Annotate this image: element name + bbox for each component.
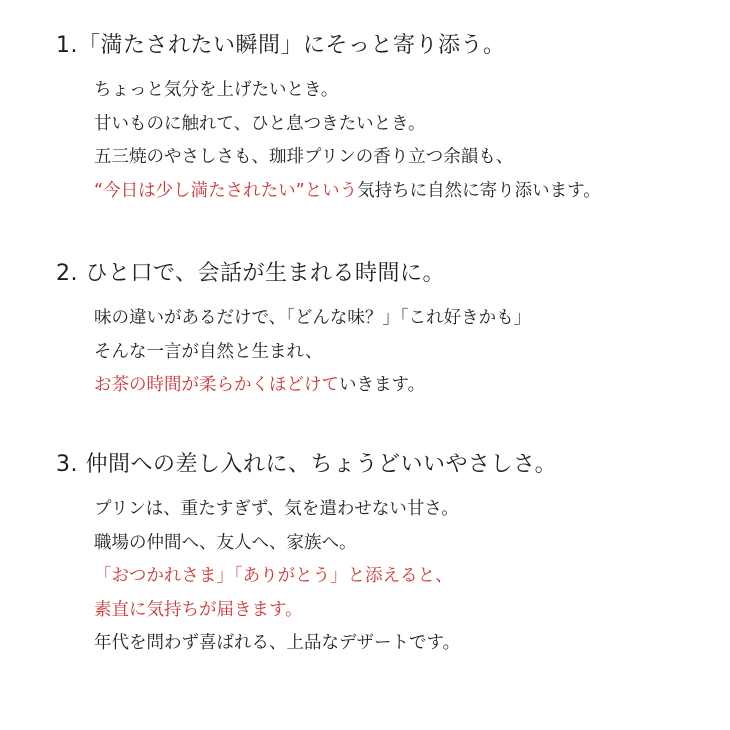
body-text: プリンは、重たすぎず、気を遣わせない甘さ。 — [94, 499, 459, 519]
highlight-text: 「おつかれさま」「ありがとう」と添えると、 — [94, 566, 453, 586]
body-line — [94, 627, 716, 661]
section-body — [94, 302, 716, 403]
body-line — [94, 527, 716, 561]
body-line — [94, 302, 716, 336]
body-text: いきます。 — [339, 375, 426, 395]
body-line — [94, 369, 716, 403]
body-line — [94, 175, 716, 209]
body-line — [94, 336, 716, 370]
body-text: 甘いものに触れて、ひと息つきたいとき。 — [94, 113, 426, 134]
body-text: 五三焼のやさしさも、珈琲プリンの香り立つ余韻も、 — [94, 147, 514, 167]
highlight-text: 素直に気持ちが届きます。 — [94, 599, 303, 620]
highlight-text: お茶の時間が柔らかくほどけて — [94, 375, 339, 395]
body-line — [94, 493, 716, 527]
body-text: そんな一言が自然と生まれ、 — [94, 341, 323, 362]
section-heading: 3. 仲間への差し入れに、ちょうどいいやさしさ。 — [56, 452, 558, 477]
section-body — [94, 493, 716, 661]
body-text: 年代を問わず喜ばれる、上品なデザートです。 — [94, 633, 461, 653]
section-heading: 2. ひと口で、会話が生まれる時間に。 — [56, 261, 446, 286]
body-line — [94, 108, 716, 142]
body-line — [94, 594, 716, 628]
highlight-text: “今日は少し満たされたい”という — [94, 180, 358, 201]
body-text: ちょっと気分を上げたいとき。 — [94, 80, 339, 100]
body-text: 味の違いがあるだけで、「どんな味？」「これ好きかも」 — [94, 308, 532, 328]
body-line — [94, 141, 716, 175]
body-line — [94, 74, 716, 108]
section-1 — [56, 32, 716, 208]
body-line — [94, 560, 716, 594]
body-text: 気持ちに自然に寄り添います。 — [357, 180, 601, 201]
body-text: 職場の仲間へ、友人へ、家族へ。 — [94, 532, 357, 553]
section-heading: 1.「満たされたい瞬間」にそっと寄り添う。 — [56, 33, 506, 58]
section-2 — [56, 260, 716, 403]
section-3 — [56, 451, 716, 661]
section-body — [94, 74, 716, 208]
